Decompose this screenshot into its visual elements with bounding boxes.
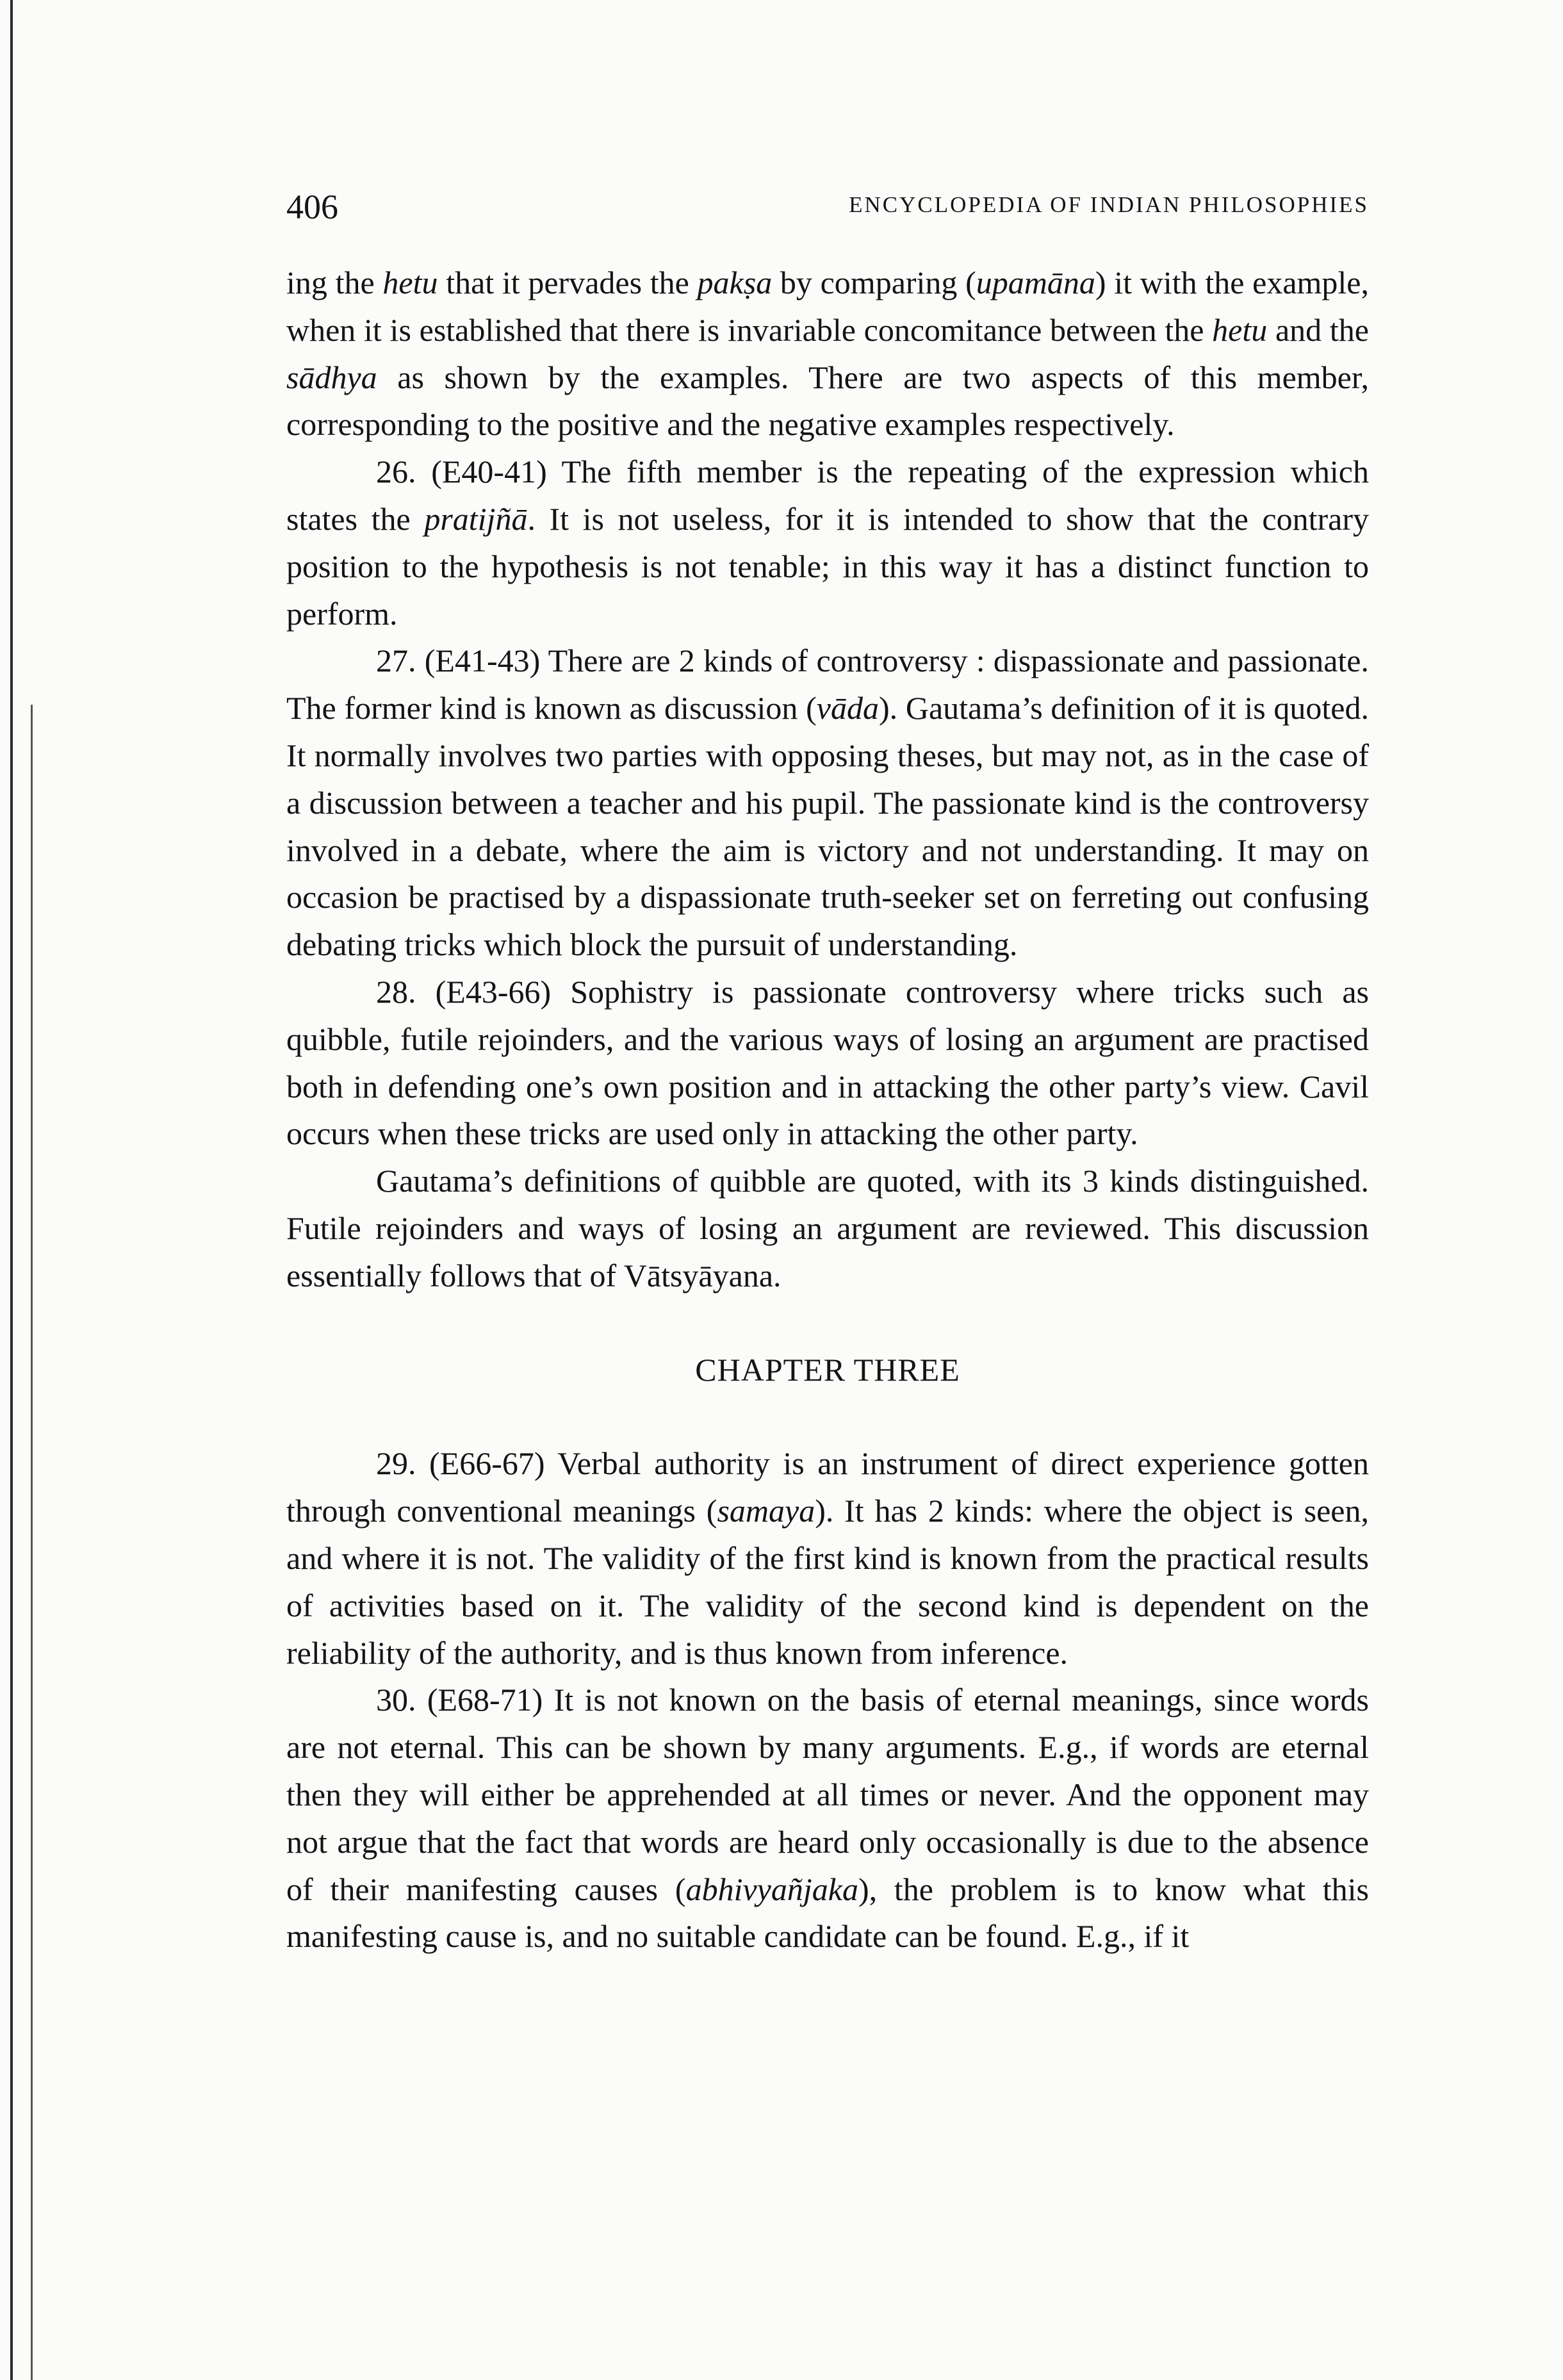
text-run: 29. (E66-67) Verbal authority is an instrument of direct experience gotten through conventional meanings (: [286, 1445, 1369, 1529]
paragraph: [286, 1440, 1369, 1677]
chapter-heading: CHAPTER THREE: [695, 1351, 960, 1388]
page-header: [286, 187, 1369, 238]
italic-term: vāda: [816, 690, 879, 726]
paragraph: [286, 969, 1369, 1158]
page-binding-shadow: [31, 705, 33, 2380]
text-run: 27. (E41-43) There are 2 kinds of controversy : dispassionate and passionate. The former kind is known as discussion (: [286, 643, 1369, 726]
text-run: ). Gautama’s definition of it is quoted. It normally involves two parties with opposing theses, but may not, as in the case of a discussion between a teacher and his pupil. The passionate kind is the controversy involved in a debate, where the aim is victory and not understanding. It may on occasion be practised by a dispassionate truth-seeker set on ferreting out confusing debating tricks which block the pursuit of understanding.: [286, 690, 1369, 963]
text-run: Gautama’s definitions of quibble are quoted, with its 3 kinds distinguished. Futile rejoinders and ways of losing an argument are reviewed. This discussion essentially follows that of Vātsyāyana.: [286, 1163, 1369, 1293]
text-run: as shown by the examples. There are two aspects of this member, corresponding to the positive and the negative examples respectively.: [286, 359, 1369, 443]
text-run: that it pervades the: [438, 265, 698, 300]
paragraph: [286, 448, 1369, 637]
text-run: ) it with the example, when it is established that there is invariable concomitance between the: [286, 265, 1369, 348]
italic-term: samaya: [717, 1493, 815, 1529]
italic-term: hetu: [382, 265, 438, 300]
paragraph: [286, 637, 1369, 969]
text-run: 30. (E68-71) It is not known on the basis of eternal meanings, since words are not eternal. This can be shown by many arguments. E.g., if words are eternal then they will either be apprehended at all times or never. And the opponent may not argue that the fact that words are heard only occasionally is due to the absence of their manifesting causes (: [286, 1682, 1369, 1907]
page-binding-edge: [10, 0, 13, 2380]
text-run: by comparing (: [772, 265, 976, 300]
running-title: ENCYCLOPEDIA OF INDIAN PHILOSOPHIES: [849, 192, 1369, 217]
text-run: ing the: [286, 265, 383, 300]
text-run: and the: [1267, 311, 1369, 348]
italic-term: upamāna: [976, 265, 1095, 300]
italic-term: abhivyañjaka: [685, 1871, 858, 1907]
text-run: ). It has 2 kinds: where the object is seen, and where it is not. The validity of the first kind is known from the practical results of activities based on it. The validity of the second kind is dependent on the reliability of the authority, and is thus known from inference.: [286, 1493, 1370, 1671]
italic-term: sādhya: [286, 359, 377, 395]
body-text: [286, 259, 1369, 1960]
paragraphs-after-chapter: [286, 1440, 1369, 1960]
paragraph: [286, 1677, 1369, 1960]
italic-term: hetu: [1212, 311, 1268, 348]
page-number: 406: [286, 188, 338, 226]
italic-term: pratijñā: [424, 500, 528, 537]
text-run: 28. (E43-66) Sophistry is passionate controversy where tricks such as quibble, futile rejoinders, and the various ways of losing an argument are practised both in defending one’s own position and in attacking the other party’s view. Cavil occurs when these tricks are used only in attacking the other party.: [286, 973, 1369, 1152]
text-run: ), the problem is to know what this manifesting cause is, and no suitable candidate can be found. E.g., if it: [286, 1871, 1369, 1955]
paragraph: [286, 259, 1369, 448]
paragraphs-before-chapter: [286, 259, 1369, 1300]
italic-term: pakṣa: [697, 265, 773, 300]
paragraph: [286, 1158, 1369, 1299]
text-run: . It is not useless, for it is intended to show that the contrary position to the hypothesis is not tenable; in this way it has a distinct function to perform.: [286, 500, 1369, 632]
text-run: 26. (E40-41) The fifth member is the repeating of the expression which states the: [286, 454, 1369, 537]
